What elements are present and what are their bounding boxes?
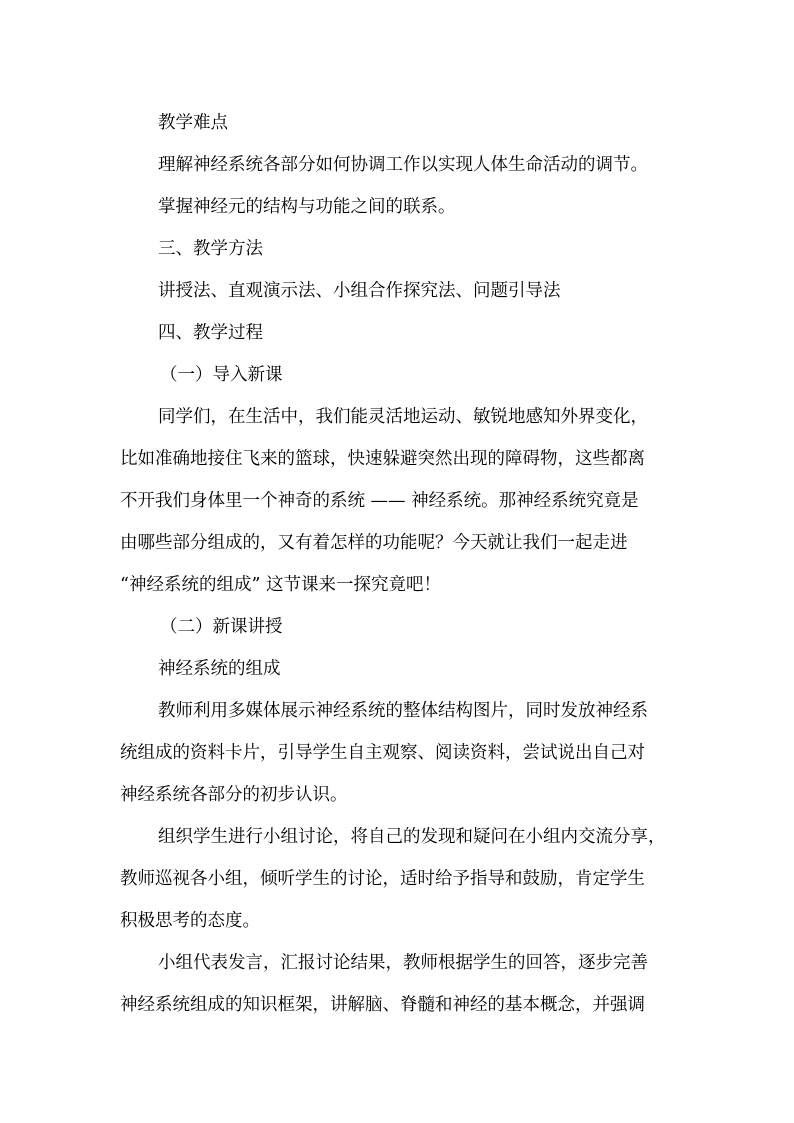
section-heading-teaching-process: 四、教学过程 [158,323,263,343]
paragraph-line: 理解神经系统各部分如何协调工作以实现人体生命活动的调节。 [158,155,648,175]
paragraph-line: 教师巡视各小组，倾听学生的讨论，适时给予指导和鼓励，肯定学生 [120,869,645,889]
topic-heading-nervous-system: 神经系统的组成 [158,659,281,679]
paragraph-line: 神经系统组成的知识框架，讲解脑、脊髓和神经的基本概念，并强调 [120,995,645,1015]
paragraph-line: 掌握神经元的结构与功能之间的联系。 [158,197,456,217]
document-body [120,102,680,1026]
paragraph-line: 积极思考的态度。 [120,911,260,931]
subsection-heading-new-lesson: （二）新课讲授 [160,617,283,637]
paragraph-line: 由哪些部分组成的，又有着怎样的功能呢？今天就让我们一起走进 [120,533,628,553]
paragraph-line: 小组代表发言，汇报讨论结果，教师根据学生的回答，逐步完善 [158,953,648,973]
paragraph-line: 比如准确地接住飞来的篮球，快速躲避突然出现的障碍物，这些都离 [120,449,645,469]
paragraph-line: 神经系统各部分的初步认识。 [120,785,348,805]
subsection-heading-intro: （一）导入新课 [160,365,283,385]
paragraph-line: “神经系统的组成” 这节课来一探究竟吧！ [120,575,441,595]
section-heading-teaching-methods: 三、教学方法 [158,239,263,259]
paragraph-line: 讲授法、直观演示法、小组合作探究法、问题引导法 [158,281,561,301]
paragraph-line: 教师利用多媒体展示神经系统的整体结构图片，同时发放神经系 [158,701,648,721]
paragraph-line: 统组成的资料卡片，引导学生自主观察、阅读资料，尝试说出自己对 [120,743,645,763]
subheading-teaching-difficulties: 教学难点 [158,113,228,133]
paragraph-line: 同学们，在生活中，我们能灵活地运动、敏锐地感知外界变化， [158,407,648,427]
paragraph-line: 组织学生进行小组讨论，将自己的发现和疑问在小组内交流分享， [158,827,666,847]
paragraph-line: 不开我们身体里一个神奇的系统 —— 神经系统。那神经系统究竟是 [120,491,639,511]
